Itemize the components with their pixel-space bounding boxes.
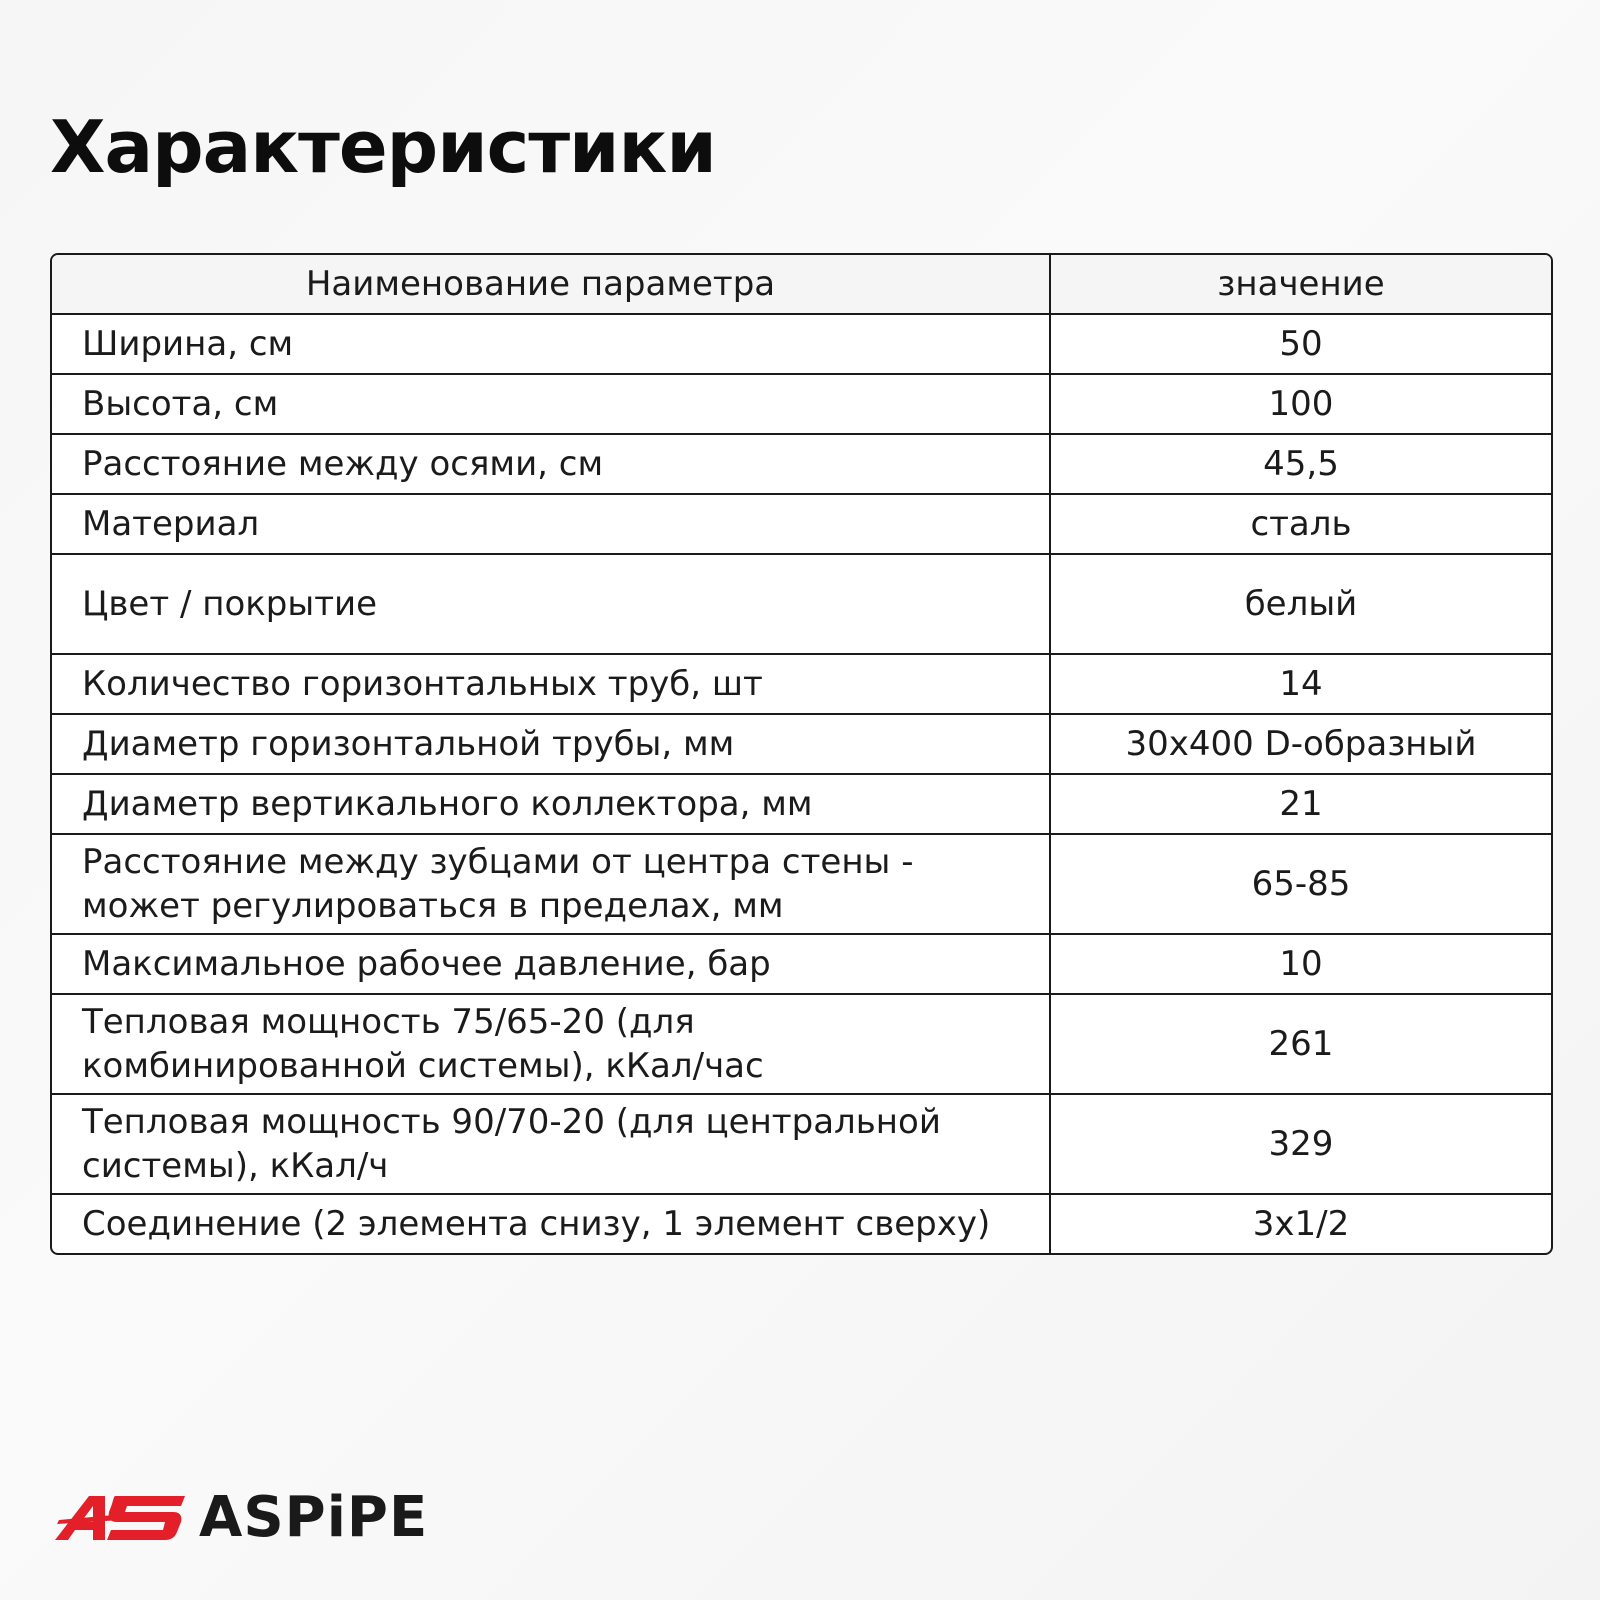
param-name: Расстояние между осями, см — [52, 435, 1051, 493]
param-name: Тепловая мощность 75/65-20 (для комбинированной системы), кКал/час — [52, 995, 1051, 1093]
param-name: Материал — [52, 495, 1051, 553]
param-name: Ширина, см — [52, 315, 1051, 373]
table-row — [52, 653, 1551, 713]
param-name: Расстояние между зубцами от центра стены - может регулироваться в пределах, мм — [52, 835, 1051, 933]
param-name: Тепловая мощность 90/70-20 (для центральной системы), кКал/ч — [52, 1095, 1051, 1193]
table-row — [52, 553, 1551, 653]
param-name: Высота, см — [52, 375, 1051, 433]
param-name: Диаметр вертикального коллектора, мм — [52, 775, 1051, 833]
param-value: 50 — [1279, 324, 1323, 364]
param-name: Максимальное рабочее давление, бар — [52, 935, 1051, 993]
param-value: 329 — [1268, 1124, 1334, 1164]
brand-logo — [55, 1485, 429, 1550]
aspipe-logo-mark-icon — [55, 1492, 187, 1544]
table-row — [52, 1093, 1551, 1193]
param-value: 3x1/2 — [1252, 1204, 1350, 1244]
param-value: 10 — [1279, 944, 1323, 984]
table-row — [52, 1193, 1551, 1253]
table-row — [52, 773, 1551, 833]
page-title: Характеристики — [50, 105, 716, 189]
param-value: 65-85 — [1251, 864, 1351, 904]
param-name: Цвет / покрытие — [52, 555, 1051, 653]
param-value: белый — [1244, 584, 1358, 624]
param-value: 100 — [1268, 384, 1334, 424]
table-row — [52, 493, 1551, 553]
param-value: 14 — [1279, 664, 1323, 704]
param-value: 21 — [1279, 784, 1323, 824]
param-value: 30x400 D-образный — [1125, 724, 1477, 764]
param-name: Соединение (2 элемента снизу, 1 элемент сверху) — [52, 1195, 1051, 1253]
table-row — [52, 933, 1551, 993]
param-value: 261 — [1268, 1024, 1334, 1064]
param-name: Количество горизонтальных труб, шт — [52, 655, 1051, 713]
table-row — [52, 713, 1551, 773]
param-value: сталь — [1250, 504, 1352, 544]
spec-table — [50, 253, 1553, 1255]
param-name: Диаметр горизонтальной трубы, мм — [52, 715, 1051, 773]
table-row — [52, 833, 1551, 933]
table-row — [52, 313, 1551, 373]
header-value: значение — [1217, 264, 1385, 304]
table-row — [52, 433, 1551, 493]
logo-text: ASPiPE — [199, 1485, 429, 1550]
param-value: 45,5 — [1263, 444, 1339, 484]
table-header-row — [52, 255, 1551, 313]
table-row — [52, 993, 1551, 1093]
header-name: Наименование параметра — [52, 255, 1051, 313]
table-row — [52, 373, 1551, 433]
